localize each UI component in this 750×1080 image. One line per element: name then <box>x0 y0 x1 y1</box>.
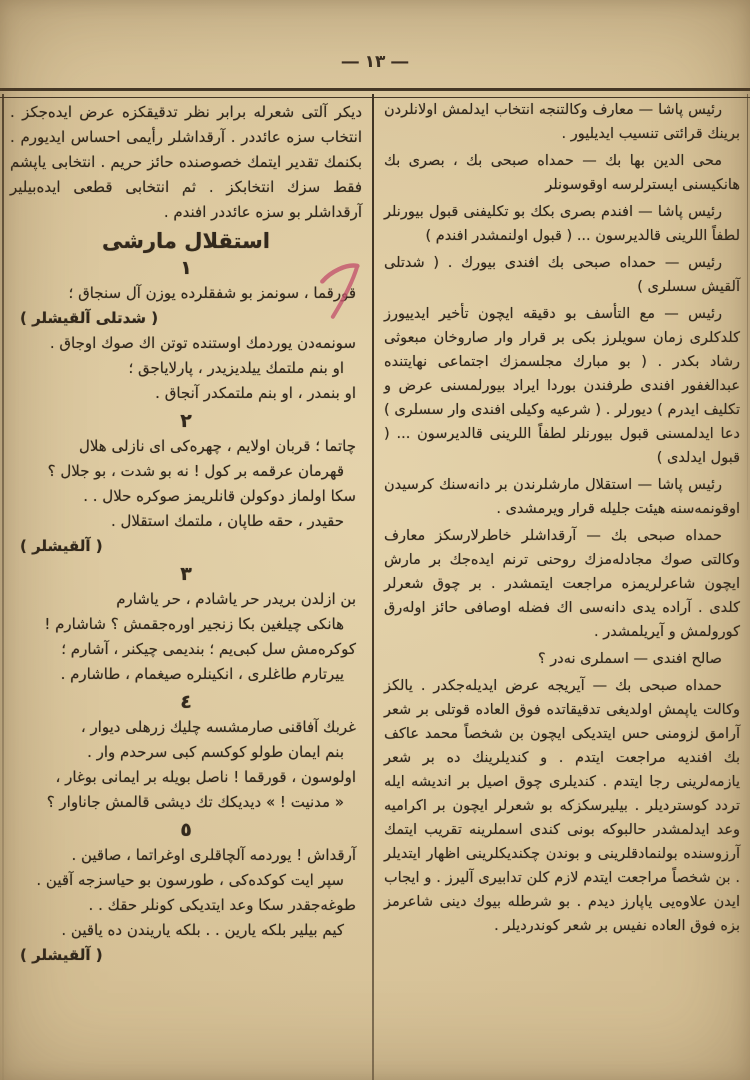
verse-line: سونمه‌دن يوردمك اوستنده توتن اك صوك اوجاق . <box>49 334 356 352</box>
verse-line: ( شدتلى آلقيشلر ) <box>20 309 159 327</box>
verse-line: بنم ايمان طولو كوكسم كبى سرحدم وار . <box>87 743 344 761</box>
verse-line: سكا اولماز دوكولن قانلريمز صوكره حلال . . <box>83 487 356 505</box>
dialogue-column <box>384 98 740 941</box>
stanza-number: ٥ <box>180 819 192 841</box>
verse-line: طوغه‌جقدر سكا وعد ايتديكى كونلر حقك . . <box>88 896 356 914</box>
march-title: استقلال مارشى <box>102 229 270 253</box>
stanza-lines <box>10 843 362 968</box>
speech-paragraph: حمداه صبحى بك — آرقداشلر خاطرلارسكز معارف وكالتى صوك مجادله‌مزك روحنى ترنم ايده‌جك بر مارش ايچون شاعرلريمزه مراجعت ايتمشدر . بر چوق شعرلر كلدى . آراده يدى دانه‌سى اك فضله اوصافى حائز اوله‌رق كورولمش و آيريلمشدر . <box>384 528 740 640</box>
verse-line: غربك آفاقنى صارمشسه چليك زرهلى ديوار ، <box>80 718 356 736</box>
verse-line: ( آلقيشلر ) <box>20 537 103 555</box>
stanza-2 <box>10 409 362 559</box>
verse-line: كوكره‌مش سل كبى‌يم ؛ بنديمى چيكنر ، آشارم ؛ <box>61 640 356 658</box>
verse-line: چاتما ؛ قربان اولايم ، چهره‌كى اى نازلى هلال <box>78 437 356 455</box>
poem-column <box>10 100 362 968</box>
speech-paragraph: رئيس پاشا — استقلال مارشلرندن بر دانه‌سنك كرسيدن اوقونمه‌سنه هيئت جليله قرار ويرمشدى . <box>384 477 740 517</box>
verse-line: اولوسون ، قورقما ! ناصل بويله بر ايمانى بوغار ، <box>55 768 356 786</box>
stanza-lines <box>10 281 362 406</box>
header-rule <box>0 88 750 98</box>
stanza-4 <box>10 690 362 815</box>
intro-paragraph: ديكر آلتى شعرله برابر نظر تدقيقكزه عرض ايده‌جكز . انتخاب سزه عائددر . آرقداشلر رأيمى احساس ايديورم . بكنمك تقدير ايتمك خصوصنده حائز حريم . انتخابى ياپشم فقط سزك انتخابكز . ثم انتخابى قطعى ايده‌بيلير آرقداشلر بو سزه عائددر افندم . <box>10 103 362 221</box>
page-number: ― ١٣ ― <box>341 52 409 72</box>
verse-line: او بنمدر ، او بنم ملتمكدر آنجاق . <box>155 384 356 402</box>
verse-line: « مدنيت ! » ديديكك تك ديشى قالمش جاناوار ؟ <box>46 793 344 811</box>
speech-paragraph: محى الدين بها بك — حمداه صبحى بك ، بصرى بك هانكيسنى ايسترلرسه اوقوسونلر <box>384 153 740 193</box>
speech-paragraph: رئيس پاشا — معارف وكالتنجه انتخاب ايدلمش اولانلردن برينك قرائتى تنسيب ايديليور . <box>384 102 740 142</box>
stanza-number: ٤ <box>180 691 192 713</box>
verse-line: هانكى چيلغين بكا زنجير اوره‌جقمش ؟ شاشارم ! <box>44 615 344 633</box>
verse-line: بن ازلدن بريدر حر ياشادم ، حر ياشارم <box>116 590 356 608</box>
stanza-number: ٣ <box>180 563 192 585</box>
verse-line: ( آلقيشلر ) <box>20 946 103 964</box>
speech-paragraph: رئيس — مع التأسف بو دقيقه ايچون تأخير ايدييورز كلدكلرى زمان سويلرز بكى بر قرار وار صاروخان مبعوثى رشاد بكدر . ( بو مبارك مجلسمزك اجتماعى نهايتنده عبدالغفور افندى طرفندن بوردا ايراد بيورلمسنى عرض و تكليف ايدرم ) ديورلر . ( شرعيه وكيلى افندى وار سسلرى ) دعا ايدلمسنى قبول بيورنلر لطفاً اللرينى قالديرسون ... ( قبول ايدلدى ) <box>384 306 740 466</box>
page-right-edge-line <box>747 94 748 520</box>
red-pencil-mark <box>316 256 370 323</box>
verse-line: قورقما ، سونمز بو شفقلرده يوزن آل سنجاق ؛ <box>68 284 356 302</box>
column-divider-rule <box>372 94 374 1080</box>
verse-line: كيم بيلير بلكه يارين . . بلكه ياريندن ده ياقين . <box>61 921 344 939</box>
speech-paragraph: رئيس — حمداه صبحى بك افندى بيورك . ( شدتلى آلقيش سسلرى ) <box>384 255 740 295</box>
stanza-lines <box>10 715 362 815</box>
page-left-edge-line <box>2 94 4 1080</box>
stanza-3 <box>10 562 362 687</box>
verse-line: سپر ايت كوكده‌كى ، طورسون بو حياسزجه آقين . <box>36 871 344 889</box>
verse-line: آرقداش ! يوردمه آلچاقلرى اوغراتما ، صاقين . <box>71 846 356 864</box>
speech-paragraph: صالح افندى — اسملرى نه‌در ؟ <box>537 651 722 667</box>
stanza-number: ٢ <box>180 410 192 432</box>
verse-line: قهرمان عرقمه بر كول ! نه بو شدت ، بو جلال ؟ <box>47 462 344 480</box>
verse-line: او بنم ملتمك ييلديزيدر ، پارلاياجق ؛ <box>128 359 344 377</box>
verse-line: حقيدر ، حقه طاپان ، ملتمك استقلال . <box>110 512 344 530</box>
stanza-5 <box>10 818 362 968</box>
speech-paragraph: حمداه صبحى بك — آيريجه عرض ايديله‌جكدر . يالكز وكالت ياپمش اولديغى تدقيقاتده فوق العاده قوتلى بر شعر آرامق لزومنى حس ايتديكى ايچون بن شخصاً محمد عاكف بك افنديه مراجعت ايتدم . و كنديلرينك ده بر شعر يازمه‌لرينى رجا ايتدم . كنديلرى چوق اصيل بر انديشه ايله تردد كوسترديلر . بيليرسكزكه بو شعرلر ايچون بر اكراميه وعد ايدلمشدر حالبوكه بونى كندى اسملرينه تقريب ايتمك آرزوسنده بولنمادقلرينى و بوندن چكنديكلرينى اظهار ايتديلر . بن شخصاً مراجعت ايتدم لازم كلن تدابيرى آليرز . و ايجاب ايدن علاوه‌يى ياپارز ديدم . بو شرطله بيوك دينى شاعرمز بزه فوق العاده نفيس بر شعر كوندرديلر . <box>384 678 740 934</box>
stanza-1 <box>10 256 362 406</box>
speech-paragraph: رئيس پاشا — افندم بصرى بكك بو تكليفنى قبول بيورنلر لطفاً اللرينى قالديرسون ... ( قبول اولنمشدر افندم ) <box>384 204 740 244</box>
stanza-number: ١ <box>180 257 192 279</box>
stanza-lines <box>10 587 362 687</box>
stanza-lines <box>10 434 362 559</box>
verse-line: ييرتارم طاغلرى ، انكينلره صيغمام ، طاشارم . <box>60 665 344 683</box>
